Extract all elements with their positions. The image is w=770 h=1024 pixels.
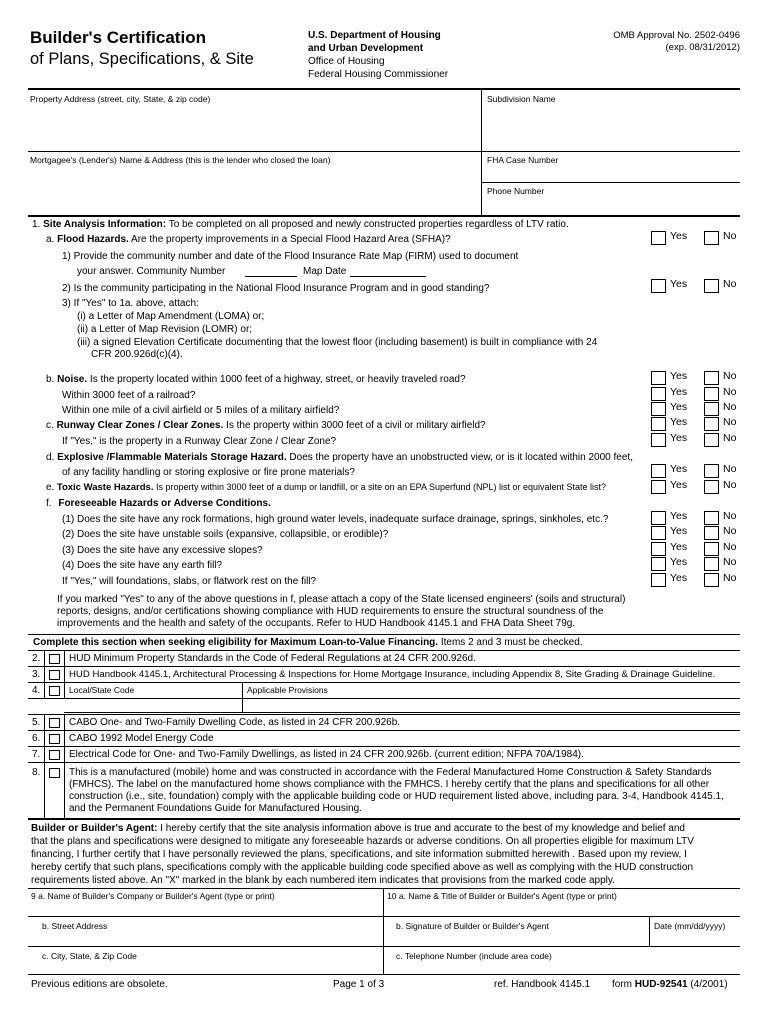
agency-line4: Federal Housing Commissioner [308, 69, 449, 80]
item-1f-note-2: reports, designs, and/or certifications showing compliance with HUD requirements to ensure the structural soundness of the [57, 606, 604, 617]
nfip-good-standing-yes-checkbox[interactable] [651, 279, 666, 293]
explosive-hazard-no-label: No [723, 463, 737, 475]
item-1e: e. Toxic Waste Hazards. Is property within 3000 feet of a dump or landfill, or a site on an EPA Superfund (NPL) list or equivalent State list? [46, 482, 607, 493]
flood-hazard-no-checkbox[interactable] [704, 231, 719, 245]
item-1c-2: If "Yes," is the property in a Runway Clear Zone / Clear Zone? [62, 436, 337, 447]
item-1d-2: of any facility handling or storing explosive or fire prone materials? [62, 467, 355, 478]
ltv-item-8-line2: (FMHCS). The label on the manufactured home shows compliance with the FMHCS. I hereby certify that the plans and specifications for all other [69, 779, 710, 790]
explosive-hazard-yes-label: Yes [670, 463, 688, 475]
toxic-waste-no-label: No [723, 479, 737, 491]
explosive-hazard-no-checkbox[interactable] [704, 464, 719, 478]
foreseeable-fill-yes-checkbox[interactable] [651, 557, 666, 571]
item-1f-note-1: If you marked "Yes" to any of the above questions in f, please attach a copy of the State licensed engineers' (soils and structural) [57, 594, 626, 605]
noise-highway-yes-label: Yes [670, 370, 688, 382]
form-title-line1: Builder's Certification [30, 28, 206, 47]
foreseeable-fill-no-checkbox[interactable] [704, 557, 719, 571]
ltv-3-checkbox[interactable] [49, 670, 60, 680]
item-1a-3-i: (i) a Letter of Map Amendment (LOMA) or; [77, 311, 265, 322]
runway-airfield-yes-checkbox[interactable] [651, 417, 666, 431]
item-1b-3: Within one mile of a civil airfield or 5 miles of a military airfield? [62, 405, 340, 416]
item-1a-3-iii-cont: CFR 200.926d(c)(4). [91, 349, 183, 360]
ltv-item-3[interactable]: HUD Handbook 4145.1, Architectural Processing & Inspections for Home Mortgage Insurance, including Appendix 8, Site Grading & Drainage Guideline. [69, 669, 716, 680]
local-state-code-field[interactable]: Local/State Code [69, 685, 135, 695]
cert-line5: requirements listed above. An "X" marked in the blank by each numbered item indicates that provisions from the marked code apply. [31, 875, 615, 886]
foreseeable-soils-yes-label: Yes [670, 525, 688, 537]
agency-line2: and Urban Development [308, 43, 424, 54]
mortgagee-field[interactable]: Mortgagee's (Lender's) Name & Address (this is the lender who closed the loan) [30, 155, 331, 165]
item-1f-4: (4) Does the site have any earth fill? [62, 560, 223, 571]
nfip-good-standing-no-label: No [723, 278, 737, 290]
foreseeable-rock-no-label: No [723, 510, 737, 522]
applicable-provisions-field[interactable]: Applicable Provisions [247, 685, 328, 695]
ltv-6-checkbox[interactable] [49, 734, 60, 744]
toxic-waste-yes-checkbox[interactable] [651, 480, 666, 494]
item-1c: c. Runway Clear Zones / Clear Zones. Is the property within 3000 feet of a civil or military airfield? [46, 420, 486, 431]
form-title-line2: of Plans, Specifications, & Site [30, 50, 254, 68]
runway-clear-zone-yes-label: Yes [670, 432, 688, 444]
runway-clear-zone-yes-checkbox[interactable] [651, 433, 666, 447]
item-1f-2: (2) Does the site have unstable soils (expansive, collapsible, or erodible)? [62, 529, 389, 540]
builder-company-field[interactable]: 9 a. Name of Builder's Company or Builder's Agent (type or print) [31, 891, 275, 901]
ltv-num-8: 8. [32, 767, 41, 778]
noise-highway-no-label: No [723, 370, 737, 382]
item-1f-5: If "Yes," will foundations, slabs, or flatwork rest on the fill? [62, 576, 317, 587]
footer-ref: ref. Handbook 4145.1 [494, 979, 591, 990]
noise-airfield-no-label: No [723, 401, 737, 413]
foreseeable-rock-yes-label: Yes [670, 510, 688, 522]
foreseeable-soils-yes-checkbox[interactable] [651, 526, 666, 540]
noise-airfield-no-checkbox[interactable] [704, 402, 719, 416]
flood-hazard-yes-label: Yes [670, 230, 688, 242]
foreseeable-slopes-no-label: No [723, 541, 737, 553]
ltv-num-2: 2. [32, 653, 41, 664]
runway-clear-zone-no-checkbox[interactable] [704, 433, 719, 447]
subdivision-name-field[interactable]: Subdivision Name [487, 94, 556, 104]
ltv-8-checkbox[interactable] [49, 768, 60, 778]
ltv-item-8-line4: and the Permanent Foundations Guide for Manufactured Housing. [69, 803, 362, 814]
toxic-waste-no-checkbox[interactable] [704, 480, 719, 494]
item-1a-3-ii: (ii) a Letter of Map Revision (LOMR) or; [77, 324, 253, 335]
ltv-heading: Complete this section when seeking eligibility for Maximum Loan-to-Value Financing. Items 2 and 3 must be checked. [33, 637, 583, 648]
item-1f-1: (1) Does the site have any rock formations, high ground water levels, inadequate surface drainage, springs, sinkholes, etc.? [62, 514, 609, 525]
foreseeable-rock-no-checkbox[interactable] [704, 511, 719, 525]
runway-airfield-yes-label: Yes [670, 416, 688, 428]
flood-hazard-yes-checkbox[interactable] [651, 231, 666, 245]
explosive-hazard-yes-checkbox[interactable] [651, 464, 666, 478]
item-1f-3: (3) Does the site have any excessive slopes? [62, 545, 263, 556]
footer-form-number: form HUD-92541 (4/2001) [612, 979, 728, 990]
item-1d: d. Explosive /Flammable Materials Storage Hazard. Does the property have an unobstructed view, or is it located within 2000 feet, [46, 452, 633, 463]
ltv-num-7: 7. [32, 749, 41, 760]
section-1-heading: 1. Site Analysis Information: To be completed on all proposed and newly constructed properties regardless of LTV ratio. [32, 219, 569, 230]
omb-approval: OMB Approval No. 2502-0496 [613, 30, 740, 41]
community-number-input[interactable] [245, 276, 297, 277]
noise-highway-no-checkbox[interactable] [704, 371, 719, 385]
ltv-num-3: 3. [32, 669, 41, 680]
ltv-item-2[interactable]: HUD Minimum Property Standards in the Code of Federal Regulations at 24 CFR 200.926d. [69, 653, 476, 664]
ltv-num-6: 6. [32, 733, 41, 744]
telephone-field[interactable]: c. Telephone Number (include area code) [396, 951, 552, 961]
item-1b: b. Noise. Is the property located within 1000 feet of a highway, street, or heavily traveled road? [46, 374, 466, 385]
ltv-item-5[interactable]: CABO One- and Two-Family Dwelling Code, as listed in 24 CFR 200.926b. [69, 717, 401, 728]
phone-number-field[interactable]: Phone Number [487, 186, 545, 196]
cert-line2: that the plans and specifications were designed to mitigate any foreseeable hazards or adverse conditions. On all properties eligible for maximum LTV [31, 836, 694, 847]
runway-airfield-no-label: No [723, 416, 737, 428]
ltv-7-checkbox[interactable] [49, 750, 60, 760]
noise-railroad-no-label: No [723, 386, 737, 398]
foreseeable-soils-no-checkbox[interactable] [704, 526, 719, 540]
item-1a-1-mapdate: Map Date [303, 266, 347, 277]
flood-hazard-no-label: No [723, 230, 737, 242]
footer-obsolete: Previous editions are obsolete. [31, 979, 168, 990]
noise-railroad-yes-label: Yes [670, 386, 688, 398]
ltv-item-7[interactable]: Electrical Code for One- and Two-Family Dwellings, as listed in 24 CFR 200.926b. (current edition; NFPA 70A/1984). [69, 749, 584, 760]
item-1a-1-community: your answer. Community Number [77, 266, 226, 277]
nfip-good-standing-yes-label: Yes [670, 278, 688, 290]
foreseeable-fill-foundation-yes-checkbox[interactable] [651, 573, 666, 587]
noise-airfield-yes-label: Yes [670, 401, 688, 413]
item-1a: a. Flood Hazards. Are the property improvements in a Special Flood Hazard Area (SFHA)? [46, 234, 451, 245]
noise-highway-yes-checkbox[interactable] [651, 371, 666, 385]
footer-page: Page 1 of 3 [333, 979, 385, 990]
ltv-5-checkbox[interactable] [49, 718, 60, 728]
cert-line4: hereby certify that such plans, specifications comply with the applicable building code specified above as well as complying with the HUD construction [31, 862, 694, 873]
runway-airfield-no-checkbox[interactable] [704, 417, 719, 431]
agency-line1: U.S. Department of Housing [308, 30, 441, 41]
noise-railroad-no-checkbox[interactable] [704, 387, 719, 401]
foreseeable-fill-yes-label: Yes [670, 556, 688, 568]
foreseeable-slopes-yes-checkbox[interactable] [651, 542, 666, 556]
foreseeable-fill-foundation-yes-label: Yes [670, 572, 688, 584]
agency-line3: Office of Housing [308, 56, 385, 67]
item-1f-note-3: improvements and the health and safety of the occupants. Refer to HUD Handbook 4145.1 and FHA Data Sheet 79g. [57, 618, 576, 629]
foreseeable-rock-yes-checkbox[interactable] [651, 511, 666, 525]
builder-name-title-field[interactable]: 10 a. Name & Title of Builder or Builder's Agent (type or print) [387, 891, 617, 901]
street-address-field[interactable]: b. Street Address [42, 921, 108, 931]
foreseeable-fill-foundation-no-checkbox[interactable] [704, 573, 719, 587]
ltv-num-5: 5. [32, 717, 41, 728]
noise-railroad-yes-checkbox[interactable] [651, 387, 666, 401]
foreseeable-fill-no-label: No [723, 556, 737, 568]
foreseeable-slopes-yes-label: Yes [670, 541, 688, 553]
foreseeable-fill-foundation-no-label: No [723, 572, 737, 584]
toxic-waste-yes-label: Yes [670, 479, 688, 491]
ltv-item-6[interactable]: CABO 1992 Model Energy Code [69, 733, 214, 744]
foreseeable-soils-no-label: No [723, 525, 737, 537]
ltv-item-8-line3: construction (i.e., site, foundation) comply with the applicable building code or HUD requirement listed above, including para. 3-4, Handbook 4145.1, [69, 791, 724, 802]
property-address-field[interactable]: Property Address (street, city, State, & zip code) [30, 94, 211, 104]
cert-line1: Builder or Builder's Agent: I hereby certify that the site analysis information above is true and accurate to the best of my knowledge and belief and [31, 823, 685, 834]
date-field[interactable]: Date (mm/dd/yyyy) [654, 921, 726, 931]
item-1a-3-iii: (iii) a signed Elevation Certificate documenting that the lowest floor (including basement) is built in compliance with 24 [77, 337, 598, 348]
ltv-2-checkbox[interactable] [49, 654, 60, 664]
item-1b-2: Within 3000 feet of a railroad? [62, 390, 196, 401]
item-1a-2: 2) Is the community participating in the National Flood Insurance Program and in good standing? [62, 283, 490, 294]
omb-expiration: (exp. 08/31/2012) [665, 42, 740, 53]
item-1a-1: 1) Provide the community number and date of the Flood Insurance Rate Map (FIRM) used to document [62, 251, 519, 262]
cert-line3: financing, I further certify that I have personally reviewed the plans, specifications, and site information submitted herewith . Based upon my review, I [31, 849, 687, 860]
noise-airfield-yes-checkbox[interactable] [651, 402, 666, 416]
signature-field[interactable]: b. Signature of Builder or Builder's Agent [396, 921, 549, 931]
city-state-zip-field[interactable]: c. City, State, & Zip Code [42, 951, 137, 961]
ltv-num-4: 4. [32, 685, 41, 696]
foreseeable-slopes-no-checkbox[interactable] [704, 542, 719, 556]
runway-clear-zone-no-label: No [723, 432, 737, 444]
item-1a-3: 3) If "Yes" to 1a. above, attach: [62, 298, 199, 309]
map-date-input[interactable] [350, 276, 426, 277]
item-1f: f. Foreseeable Hazards or Adverse Conditions. [46, 498, 271, 509]
nfip-good-standing-no-checkbox[interactable] [704, 279, 719, 293]
ltv-item-8-line1[interactable]: This is a manufactured (mobile) home and was constructed in accordance with the Federal Manufactured Home Construction & Safety Standards [69, 767, 712, 778]
ltv-4-checkbox[interactable] [49, 686, 60, 696]
fha-case-number-field[interactable]: FHA Case Number [487, 155, 559, 165]
